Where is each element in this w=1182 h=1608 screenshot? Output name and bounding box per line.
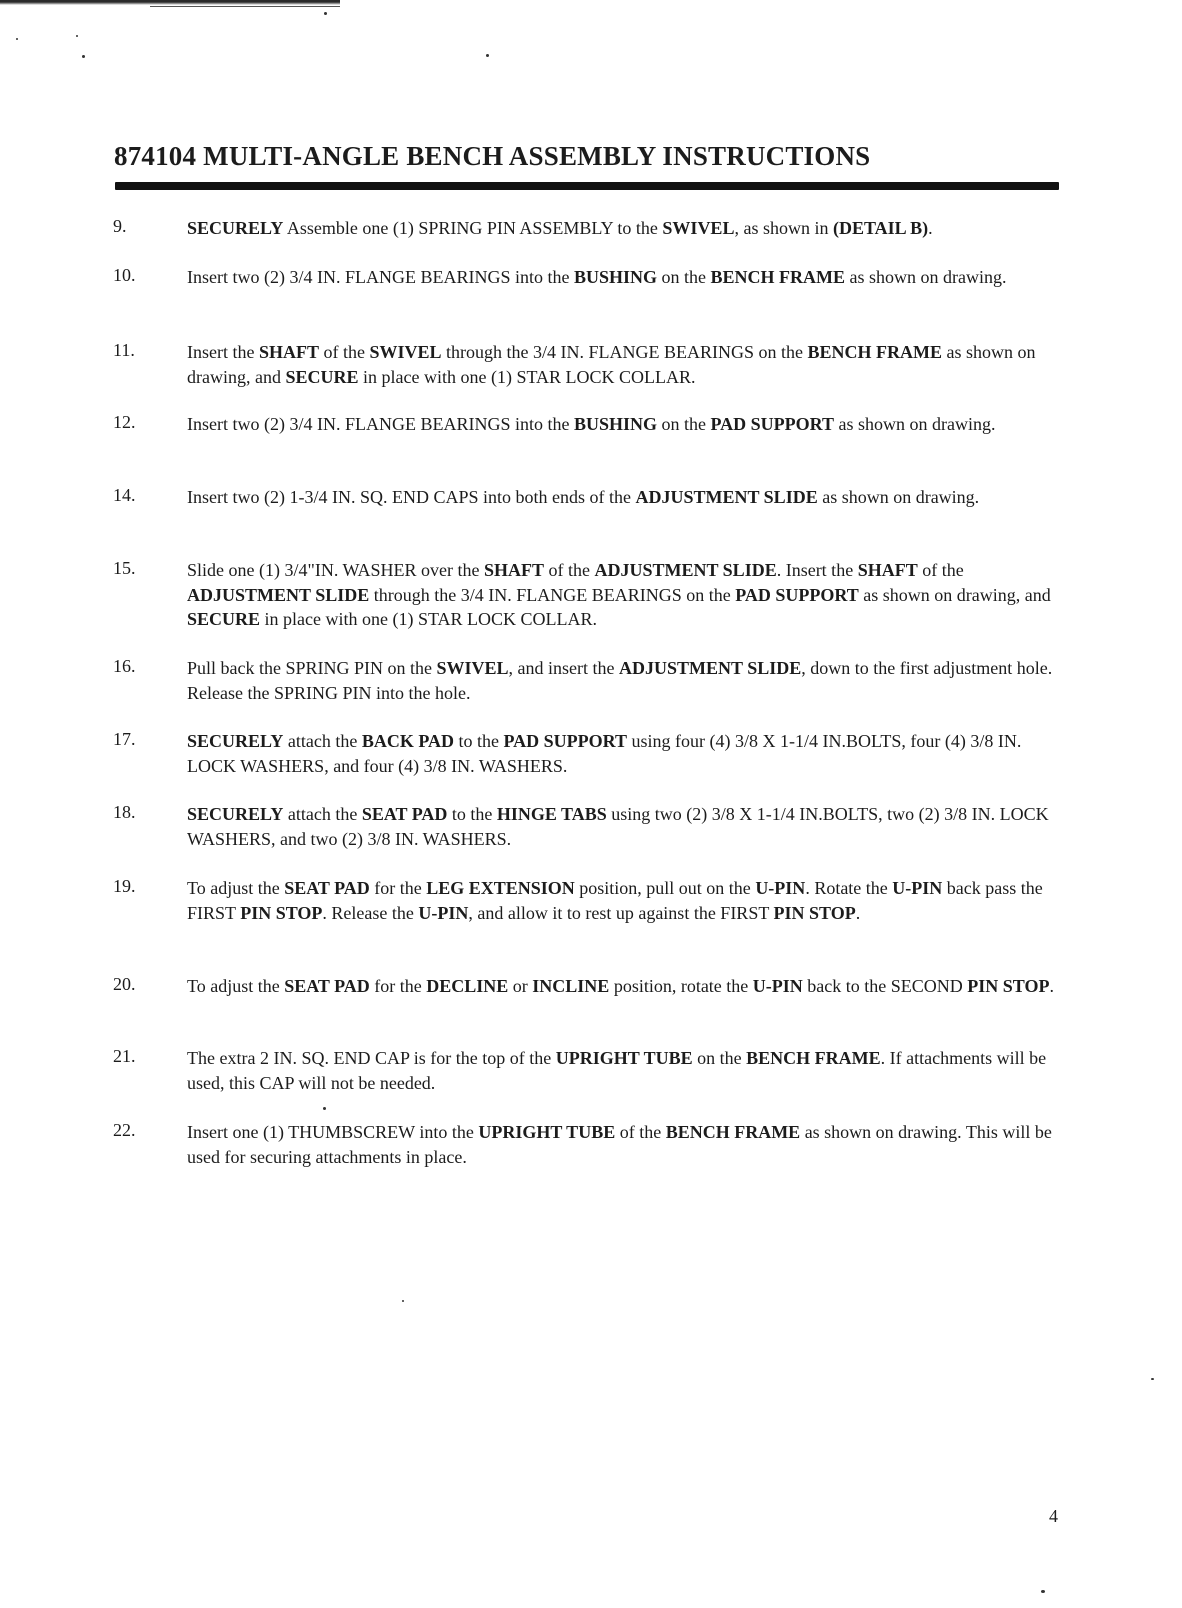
document-title: 874104 MULTI-ANGLE BENCH ASSEMBLY INSTRUCTIONS xyxy=(114,141,871,171)
step-number: 16. xyxy=(113,656,136,676)
step-text xyxy=(187,340,1067,389)
step-text xyxy=(187,216,1067,241)
step-text-segment: Pull back the SPRING PIN on the xyxy=(187,658,437,678)
step-text-segment: To adjust the xyxy=(187,878,285,898)
step-text-segment: , as shown in xyxy=(734,218,833,238)
step-text-bold: SECURE xyxy=(285,366,359,387)
step-text xyxy=(187,265,1067,290)
step-text-segment: , down to the first adjustment hole. Release the SPRING PIN into the hole. xyxy=(187,658,1053,703)
step-text-bold: BENCH FRAME xyxy=(710,267,845,287)
step-number: 21. xyxy=(113,1046,136,1066)
scan-artifact-line xyxy=(0,0,340,5)
step-text-segment: position, rotate the xyxy=(609,976,753,996)
step-text-segment: or xyxy=(508,976,533,996)
step-text-bold: LEG EXTENSION xyxy=(426,878,575,898)
step-text-bold: SEAT PAD xyxy=(284,976,370,996)
step-text xyxy=(187,485,1067,510)
step-text-bold: U-PIN xyxy=(755,878,806,898)
step-text-segment: in place with one (1) STAR LOCK COLLAR. xyxy=(260,609,598,629)
step-text-segment: Insert two (2) 1-3/4 IN. SQ. END CAPS into both ends of the xyxy=(187,487,636,507)
step-text-segment: Insert one (1) THUMBSCREW into the xyxy=(187,1122,479,1142)
step-text-bold: (DETAIL B) xyxy=(832,218,929,238)
step-text-bold: BUSHING xyxy=(573,267,657,287)
step-text-segment: back to the SECOND xyxy=(802,976,968,996)
step-text-bold: BENCH FRAME xyxy=(746,1048,881,1068)
step-text-segment: . xyxy=(855,902,861,923)
step-text-segment: . xyxy=(928,218,933,238)
step-text-bold: HINGE TABS xyxy=(496,804,607,824)
step-text-bold: SWIVEL xyxy=(436,658,509,678)
step-text-bold: PIN STOP xyxy=(773,902,856,923)
step-text-segment: as shown on drawing. This will be used for securing attachments in place. xyxy=(187,1122,1052,1167)
step-text-segment: Assemble one (1) SPRING PIN ASSEMBLY to the xyxy=(283,218,663,238)
step-number: 10. xyxy=(113,265,136,285)
step-text-bold: ADJUSTMENT SLIDE xyxy=(619,658,802,678)
step-text-segment: as shown on drawing. xyxy=(834,414,996,434)
step-text-segment: as shown on drawing, and xyxy=(187,342,1036,387)
step-text-bold: U-PIN xyxy=(892,878,943,898)
scan-speck xyxy=(486,54,489,57)
step-text-segment: as shown on drawing. xyxy=(845,267,1007,287)
step-text-bold: SWIVEL xyxy=(369,342,442,362)
step-text-segment: The extra 2 IN. SQ. END CAP is for the top of the xyxy=(187,1048,556,1068)
step-text-segment: to the xyxy=(454,731,504,751)
scan-artifact-line xyxy=(150,6,340,7)
step-text-bold: ADJUSTMENT SLIDE xyxy=(635,487,818,507)
step-text-segment: position, pull out on the xyxy=(574,878,756,898)
step-text xyxy=(187,1046,1067,1095)
step-text-segment: . Release the xyxy=(322,902,419,923)
step-text-bold: BENCH FRAME xyxy=(665,1122,801,1142)
step-text-segment: . Rotate the xyxy=(805,878,893,898)
step-text-segment: of the xyxy=(544,560,595,580)
step-text-segment: for the xyxy=(369,878,427,898)
step-text-segment: on the xyxy=(692,1048,747,1068)
step-text-bold: ADJUSTMENT SLIDE xyxy=(594,560,777,580)
step-text-segment: using four (4) 3/8 X 1-1/4 IN.BOLTS, four (4) 3/8 IN. LOCK WASHERS, and four (4) 3/8 IN. WASHERS. xyxy=(187,731,1022,776)
step-number: 22. xyxy=(113,1120,136,1140)
step-text xyxy=(187,656,1067,705)
step-text-segment: of the xyxy=(917,560,964,580)
title-underline xyxy=(115,182,1059,190)
step-text-segment: , and allow it to rest up against the FIRST xyxy=(468,902,774,923)
step-text-bold: UPRIGHT TUBE xyxy=(555,1048,693,1068)
step-text-segment: Insert two (2) 3/4 IN. FLANGE BEARINGS into the xyxy=(187,267,574,287)
scan-speck xyxy=(402,1300,404,1302)
step-text-segment: on the xyxy=(657,267,711,287)
step-text-segment: back pass the FIRST xyxy=(187,878,1043,923)
scan-speck xyxy=(82,55,85,58)
step-number: 14. xyxy=(113,485,136,505)
step-text-segment: Insert two (2) 3/4 IN. FLANGE BEARINGS into the xyxy=(187,414,574,434)
step-text-segment: as shown on drawing. xyxy=(817,487,980,507)
step-text-bold: BACK PAD xyxy=(361,731,455,751)
step-text-segment: , and insert the xyxy=(508,658,620,678)
step-text-segment: in place with one (1) STAR LOCK COLLAR. xyxy=(358,366,696,387)
step-text xyxy=(187,1120,1067,1169)
step-text-bold: SEAT PAD xyxy=(361,804,448,824)
step-text-segment: through the 3/4 IN. FLANGE BEARINGS on the xyxy=(441,342,808,362)
step-text-bold: ADJUSTMENT SLIDE xyxy=(187,584,370,605)
step-text xyxy=(187,412,1067,437)
step-text-bold: U-PIN xyxy=(418,902,469,923)
step-text-bold: UPRIGHT TUBE xyxy=(478,1122,616,1142)
step-text-bold: SHAFT xyxy=(857,560,918,580)
step-text-segment: . xyxy=(1049,976,1054,996)
scan-speck xyxy=(1041,1590,1045,1593)
step-number: 9. xyxy=(113,216,127,236)
step-text-segment: . If attachments will be used, this CAP will not be needed. xyxy=(187,1048,1047,1093)
step-text xyxy=(187,876,1067,925)
step-text-bold: PAD SUPPORT xyxy=(503,731,628,751)
step-text-segment: on the xyxy=(657,414,711,434)
step-number: 19. xyxy=(113,876,136,896)
step-text-bold: PAD SUPPORT xyxy=(710,414,835,434)
step-number: 15. xyxy=(113,558,136,578)
step-text xyxy=(187,974,1067,999)
scan-speck xyxy=(324,12,327,15)
step-text-bold: SHAFT xyxy=(483,560,544,580)
step-text-segment: of the xyxy=(319,342,370,362)
step-text-segment: attach the xyxy=(283,731,362,751)
step-text-bold: SECURELY xyxy=(187,804,284,824)
step-text-bold: PIN STOP xyxy=(240,902,323,923)
step-text-bold: SHAFT xyxy=(258,342,319,362)
step-number: 18. xyxy=(113,802,136,822)
step-text-segment: through the 3/4 IN. FLANGE BEARINGS on the xyxy=(369,584,736,605)
scan-speck xyxy=(323,1107,326,1110)
step-text-bold: SECURELY xyxy=(187,731,284,751)
step-text-bold: DECLINE xyxy=(426,976,509,996)
step-text-segment: of the xyxy=(615,1122,666,1142)
step-text-bold: SWIVEL xyxy=(662,218,735,238)
step-text-bold: BUSHING xyxy=(573,414,657,434)
step-text xyxy=(187,729,1067,778)
step-text-segment: Slide one (1) 3/4"IN. WASHER over the xyxy=(187,560,484,580)
step-text xyxy=(187,558,1067,632)
step-text-bold: SEAT PAD xyxy=(284,878,370,898)
step-number: 20. xyxy=(113,974,136,994)
step-text-bold: U-PIN xyxy=(752,976,803,996)
step-text-bold: SECURE xyxy=(187,609,261,629)
page-number: 4 xyxy=(1049,1506,1058,1526)
step-text-segment: . Insert the xyxy=(776,560,858,580)
step-text-bold: SECURELY xyxy=(187,218,284,238)
step-text-segment: using two (2) 3/8 X 1-1/4 IN.BOLTS, two (2) 3/8 IN. LOCK WASHERS, and two (2) 3/8 IN. WASHERS. xyxy=(187,804,1049,849)
scan-speck xyxy=(76,35,78,37)
step-text-bold: PAD SUPPORT xyxy=(735,584,859,605)
step-text-segment: To adjust the xyxy=(187,976,285,996)
step-text-segment: attach the xyxy=(283,804,362,824)
step-text-bold: PIN STOP xyxy=(967,976,1050,996)
step-text-segment: for the xyxy=(369,976,427,996)
scan-speck xyxy=(16,38,18,40)
step-number: 17. xyxy=(113,729,136,749)
step-text-segment: Insert the xyxy=(187,342,259,362)
step-text-segment: to the xyxy=(447,804,497,824)
step-number: 12. xyxy=(113,412,136,432)
step-number: 11. xyxy=(113,340,135,360)
step-text xyxy=(187,802,1067,851)
scan-speck xyxy=(1151,1378,1154,1380)
step-text-bold: BENCH FRAME xyxy=(807,342,942,362)
step-text-segment: as shown on drawing, and xyxy=(858,584,1051,605)
step-text-bold: INCLINE xyxy=(532,976,610,996)
